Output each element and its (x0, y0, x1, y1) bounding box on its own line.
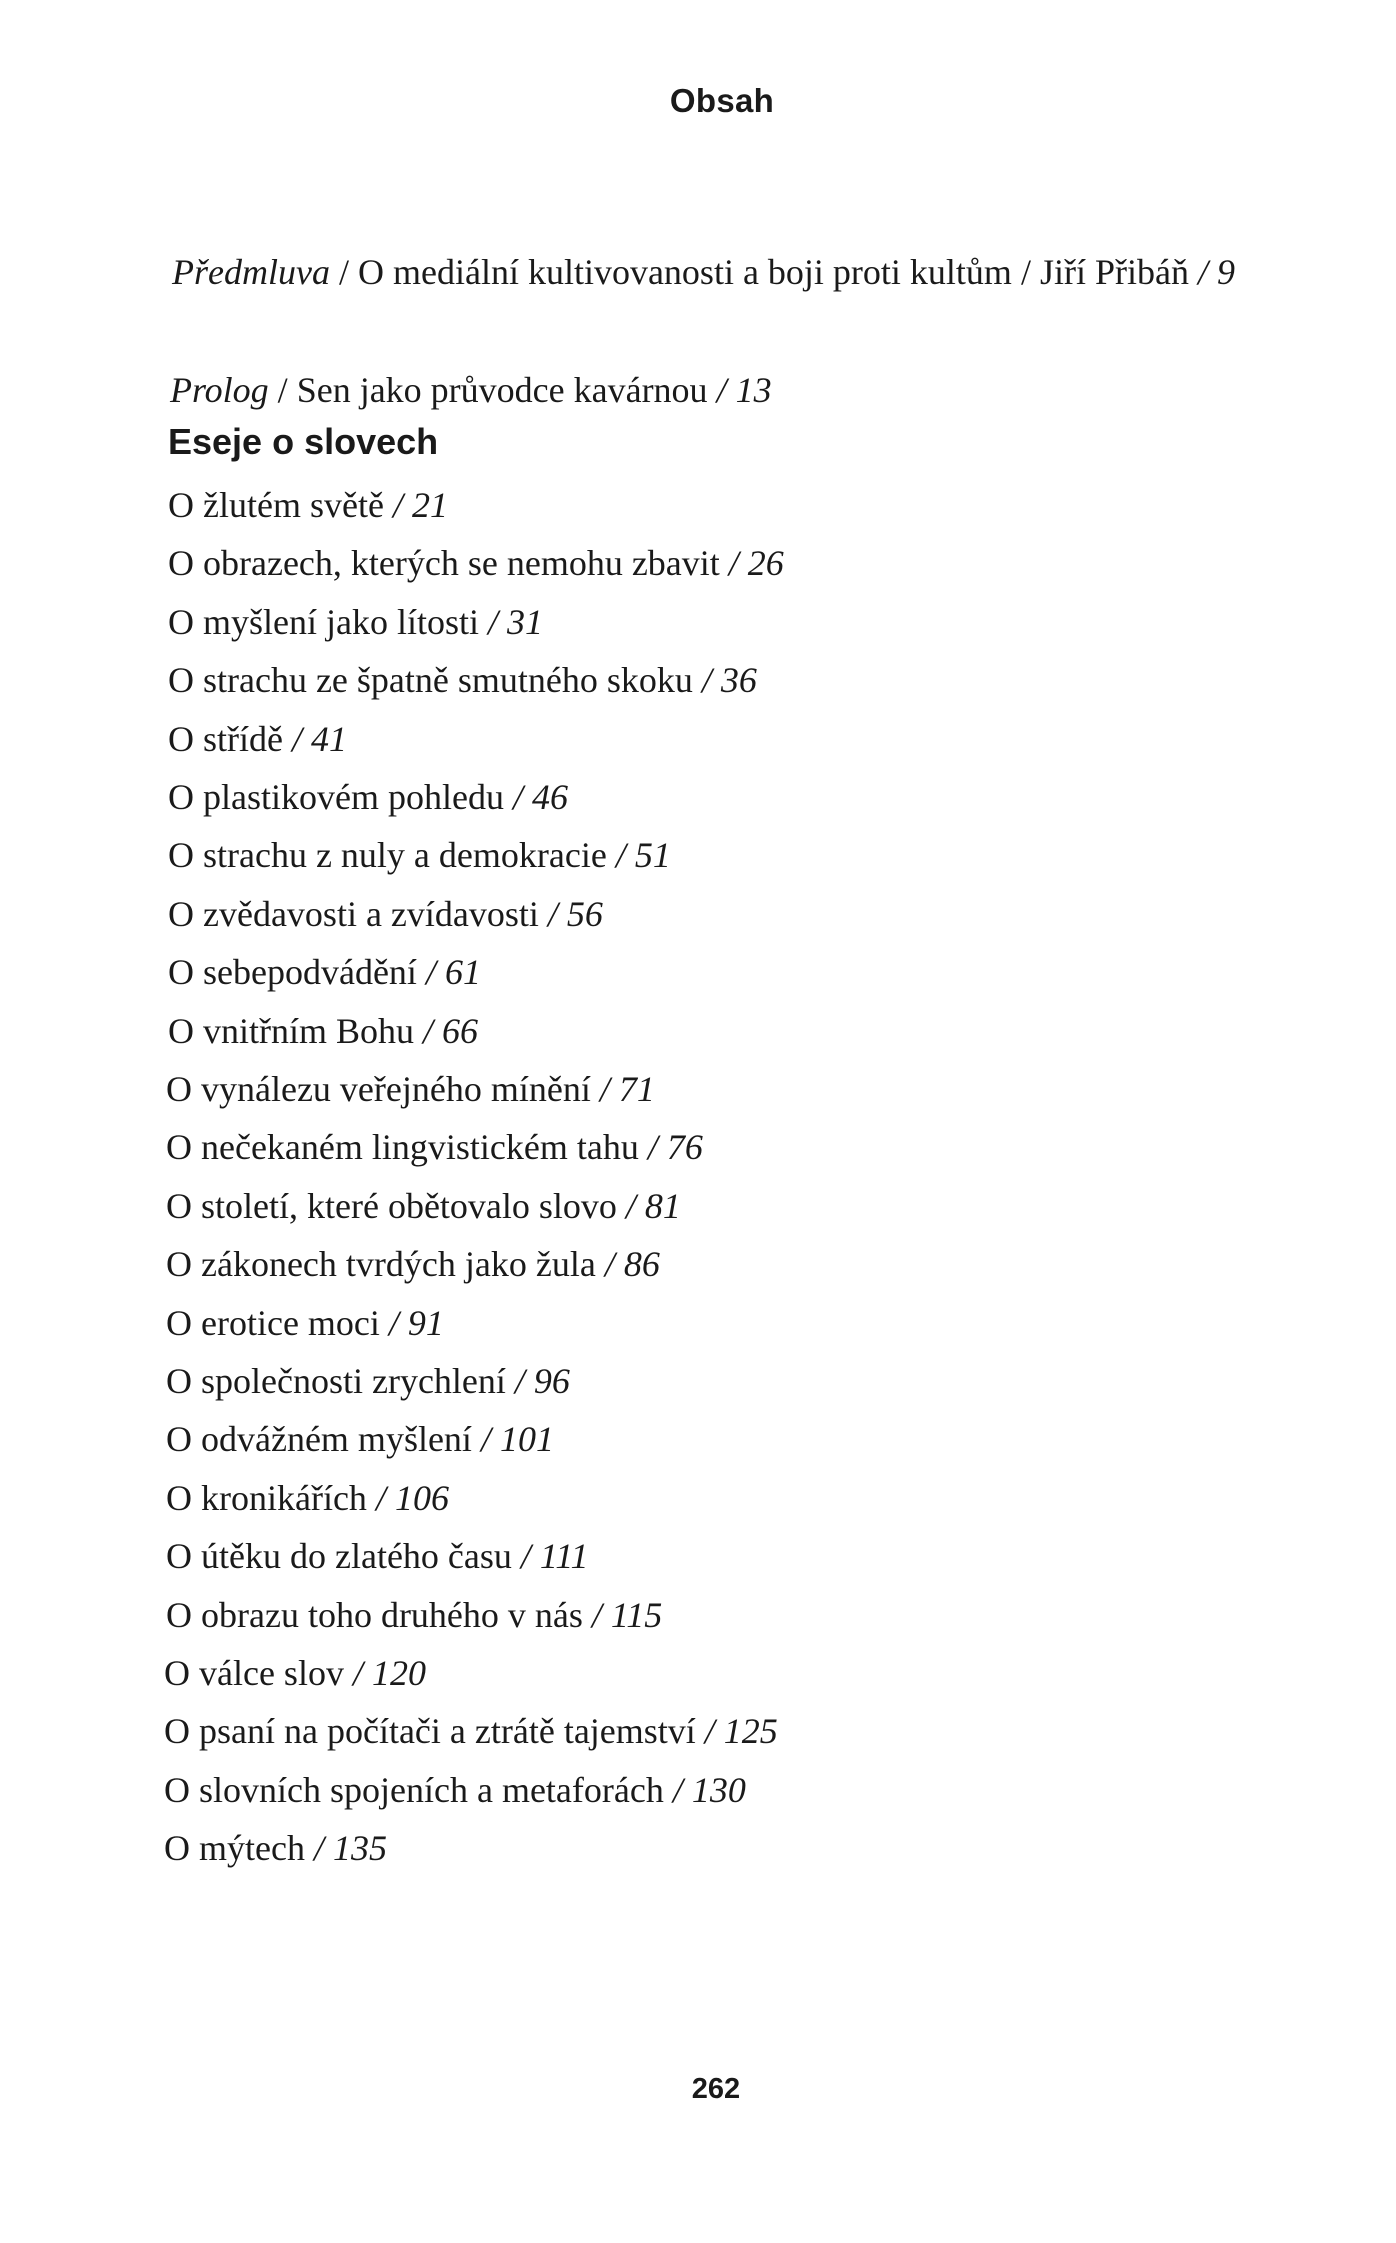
toc-entry-page: / 111 (511, 1536, 589, 1577)
toc-entry (168, 1010, 479, 1051)
prolog-separator: / (268, 370, 297, 410)
preface-separator: / (329, 252, 358, 292)
toc-entry (168, 718, 347, 759)
toc-entry (166, 1244, 660, 1285)
preface-author: Jiří Přibáň (1039, 252, 1189, 292)
toc-entry (164, 1711, 778, 1752)
preface-page: / 9 (1188, 252, 1235, 292)
toc-entry-title: O společnosti zrychlení (166, 1361, 506, 1401)
toc-entry-title: O století, které obětovalo slovo (166, 1185, 617, 1226)
toc-entry-title: O vnitřním Bohu (168, 1010, 415, 1051)
toc-entry-title: O strachu z nuly a demokracie (168, 835, 607, 876)
toc-entry-title: O zvědavosti a zvídavosti (168, 893, 539, 934)
toc-entry-title: O střídě (168, 718, 283, 759)
toc-entry-title: O vynálezu veřejného mínění (166, 1069, 591, 1109)
toc-entry-title: O obrazu toho druhého v nás (166, 1594, 583, 1635)
toc-entry (166, 1419, 554, 1460)
toc-entry-page: / 21 (383, 485, 448, 525)
toc-entry (166, 1071, 655, 1107)
toc-entry-title: O nečekaném lingvistickém tahu (166, 1127, 639, 1168)
preface-title: O mediální kultivovanosti a boji proti kultům (357, 252, 1012, 292)
toc-entry-page: / 101 (471, 1419, 554, 1460)
toc-entry-page: / 135 (304, 1828, 387, 1869)
toc-entry (168, 601, 544, 642)
toc-entry-page: / 61 (416, 952, 481, 993)
toc-entry-page: / 56 (538, 893, 603, 934)
toc-entry-title: O sebepodvádění (168, 952, 417, 993)
toc-entry-title: O žlutém světě (168, 485, 384, 525)
toc-entry (168, 543, 784, 584)
toc-entry-page: / 76 (638, 1127, 703, 1168)
toc-entry-title: O válce slov (164, 1653, 344, 1693)
toc-entry-page: / 81 (616, 1185, 681, 1226)
page-number: 262 (691, 2073, 741, 2105)
toc-entry (168, 952, 481, 993)
toc-entry (168, 660, 757, 701)
toc-entry (168, 779, 568, 815)
toc-entry (168, 487, 448, 523)
toc-entry (166, 1536, 589, 1577)
prolog-label: Prolog (170, 370, 269, 410)
toc-entry-title: O zákonech tvrdých jako žula (166, 1244, 596, 1285)
toc-entry (164, 1655, 426, 1691)
toc-entry-page: / 91 (379, 1302, 444, 1343)
toc-entry-page: / 66 (414, 1010, 479, 1051)
toc-entry-title: O obrazech, kterých se nemohu zbavit (168, 543, 720, 584)
toc-entry-page: / 130 (663, 1769, 746, 1810)
toc-entry (164, 1828, 387, 1869)
toc-entry-title: O erotice moci (166, 1302, 380, 1343)
toc-entry (166, 1477, 449, 1518)
toc-entry-title: O psaní na počítači a ztrátě tajemství (164, 1711, 696, 1752)
toc-entry-page: / 106 (366, 1477, 449, 1518)
toc-entry (166, 1127, 703, 1168)
toc-entry-title: O odvážném myšlení (166, 1419, 472, 1460)
toc-entry (166, 1594, 663, 1635)
toc-entry-page: / 31 (479, 601, 544, 642)
toc-entry-title: O mýtech (164, 1828, 305, 1869)
toc-entry-title: O myšlení jako lítosti (168, 601, 479, 642)
toc-entry-page: / 71 (590, 1069, 655, 1109)
toc-entry-title: O slovních spojeních a metaforách (164, 1769, 664, 1810)
toc-entry (168, 835, 671, 876)
toc-entry-title: O kronikářích (166, 1477, 367, 1518)
page-heading: Obsah (669, 82, 775, 119)
toc-entry-page: / 125 (695, 1711, 778, 1752)
toc-entry-title: O plastikovém pohledu (168, 777, 504, 817)
toc-entry (166, 1302, 444, 1343)
toc-entry (166, 1363, 570, 1399)
toc-entry-page: / 120 (343, 1653, 426, 1693)
toc-entry-page: / 41 (282, 718, 347, 759)
toc-entry-title: O útěku do zlatého času (166, 1536, 512, 1577)
toc-entry-page: / 115 (582, 1594, 663, 1635)
toc-entry-page: / 51 (606, 835, 671, 876)
preface-entry (172, 254, 1235, 290)
preface-separator-2: / (1011, 252, 1040, 292)
prolog-title: Sen jako průvodce kavárnou (296, 370, 708, 410)
toc-entry (164, 1769, 746, 1810)
toc-entry-page: / 36 (692, 660, 757, 701)
toc-entry-page: / 26 (719, 543, 784, 584)
prolog-page: / 13 (707, 370, 772, 410)
toc-entry (168, 893, 603, 934)
toc-entry-page: / 46 (503, 777, 568, 817)
section-title: Eseje o slovech (168, 421, 439, 462)
preface-label: Předmluva (172, 252, 330, 292)
prolog-entry (170, 372, 772, 408)
toc-entry-page: / 96 (505, 1361, 570, 1401)
toc-entry-page: / 86 (595, 1244, 660, 1285)
toc-entry-title: O strachu ze špatně smutného skoku (168, 660, 693, 701)
toc-entry (166, 1185, 681, 1226)
